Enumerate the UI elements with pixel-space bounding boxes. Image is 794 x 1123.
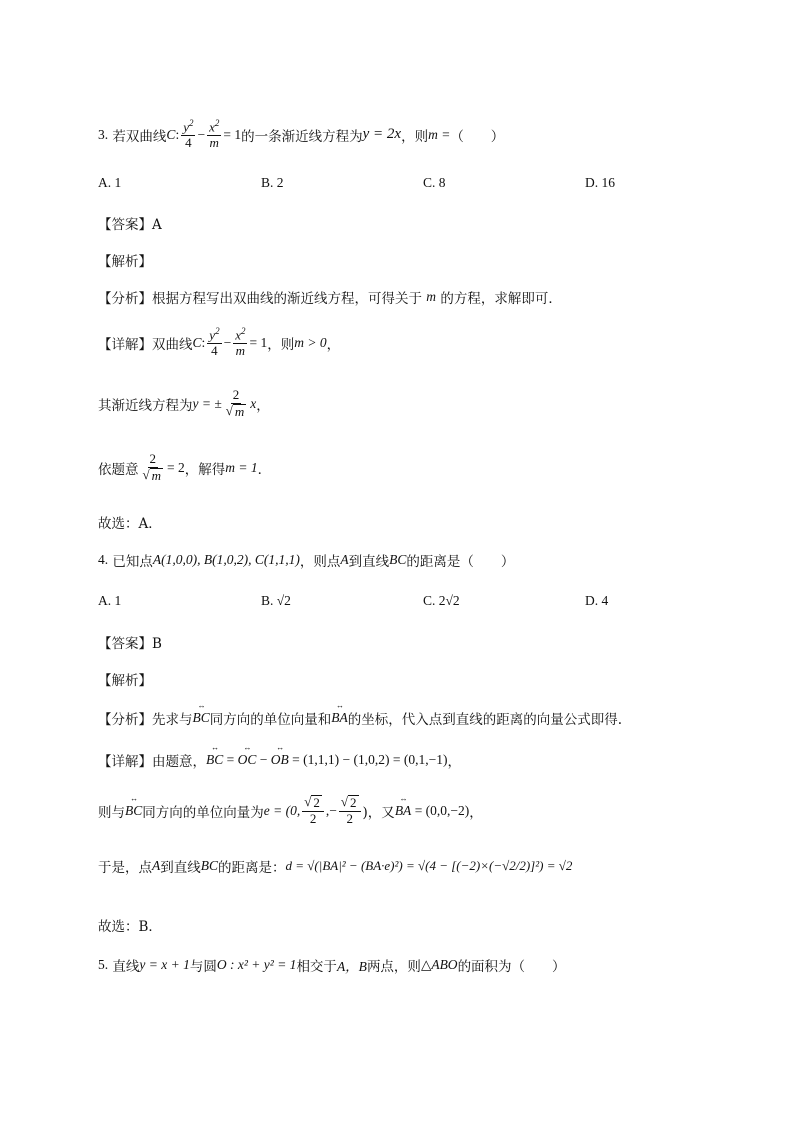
q5-stem: 5. 直线 y = x + 1 与圆 O : x² + y² = 1 相交于 A，B 两点，则 △ABO 的面积为（ ）: [98, 957, 566, 975]
q3-stem: 3. 若双曲线 C : $\frac{y^2}{4}$ − $\frac{x^2}{m}$ = 1 的一条渐近线方程为 y = 2x ，则 m = （ ）: [98, 118, 505, 151]
q4-guxuan: 故选：B．: [98, 919, 162, 935]
q3-analysis: 【解析】: [98, 254, 152, 270]
q4-answer: 【答案】B: [98, 636, 162, 652]
q3-option-d: D. 16: [585, 175, 615, 190]
q3-frac-y: $\frac{y^2}{4}$: [183, 118, 194, 151]
q3-option-c: C. 8: [423, 175, 446, 190]
q3-option-a: A. 1: [98, 175, 122, 190]
q4-analysis: 【解析】: [98, 673, 152, 689]
q3-guxuan: 故选：A．: [98, 516, 162, 532]
q4-unit-vector: 则与 ↔ BC 同方向的单位向量为 e = (0, √ 2 2 ,− √ 2 2 )，又 ↔ BA = (0,0,−2) ，: [98, 795, 483, 827]
q4-option-d: D. 4: [585, 593, 609, 608]
q3-detail: 【详解】双曲线 C : $\frac{y^2}{4}$ − $\frac{x^2}{m}$ = 1 ，则 m > 0 ，: [98, 326, 341, 359]
q4-stem: 4. 已知点 A(1,0,0), B(1,0,2), C(1,1,1) ，则点 A 到直线 BC 的距离是（ ）: [98, 552, 515, 570]
q3-frac-x: $\frac{x^2}{m}$: [209, 118, 220, 151]
q4-option-c: C. 2√2: [423, 593, 460, 608]
q3-option-b: B. 2: [261, 175, 284, 190]
q3-asymptote: 其渐近线方程为 y = ± 2 √ m x ，: [98, 387, 270, 419]
q3-fenxi: 【分析】根据方程写出双曲线的渐近线方程，可得关于 m 的方程，求解即可．: [98, 289, 562, 307]
q4-option-b: B. √2: [261, 593, 291, 608]
distance-formula: d = √(|BA|² − (BA·e)²) = √(4 − [(−2)×(−√2/2)]²) = √2: [285, 858, 573, 873]
q3-number: 3.: [98, 126, 109, 142]
q3-yiti: 依题意 2 √ m = 2 ，解得 m = 1 ．: [98, 451, 272, 483]
q3-answer: 【答案】A: [98, 217, 162, 233]
q4-detail: 【详解】由题意， ↔ BC = ↔ OC − ↔ OB = (1,1,1) − (1,0,2) = (0,1,−1) ，: [98, 750, 461, 770]
q4-fenxi: 【分析】先求与 ↔ BC 同方向的单位向量和 ↔ BA 的坐标，代入点到直线的距离的向量公式即得.: [98, 708, 622, 728]
q4-distance: 于是，点 A 到直线 BC 的距离是： d = √(|BA|² − (BA·e)²) = √(4 − [(−2)×(−√2/2)]²) = √2: [98, 858, 573, 876]
q4-option-a: A. 1: [98, 593, 122, 608]
